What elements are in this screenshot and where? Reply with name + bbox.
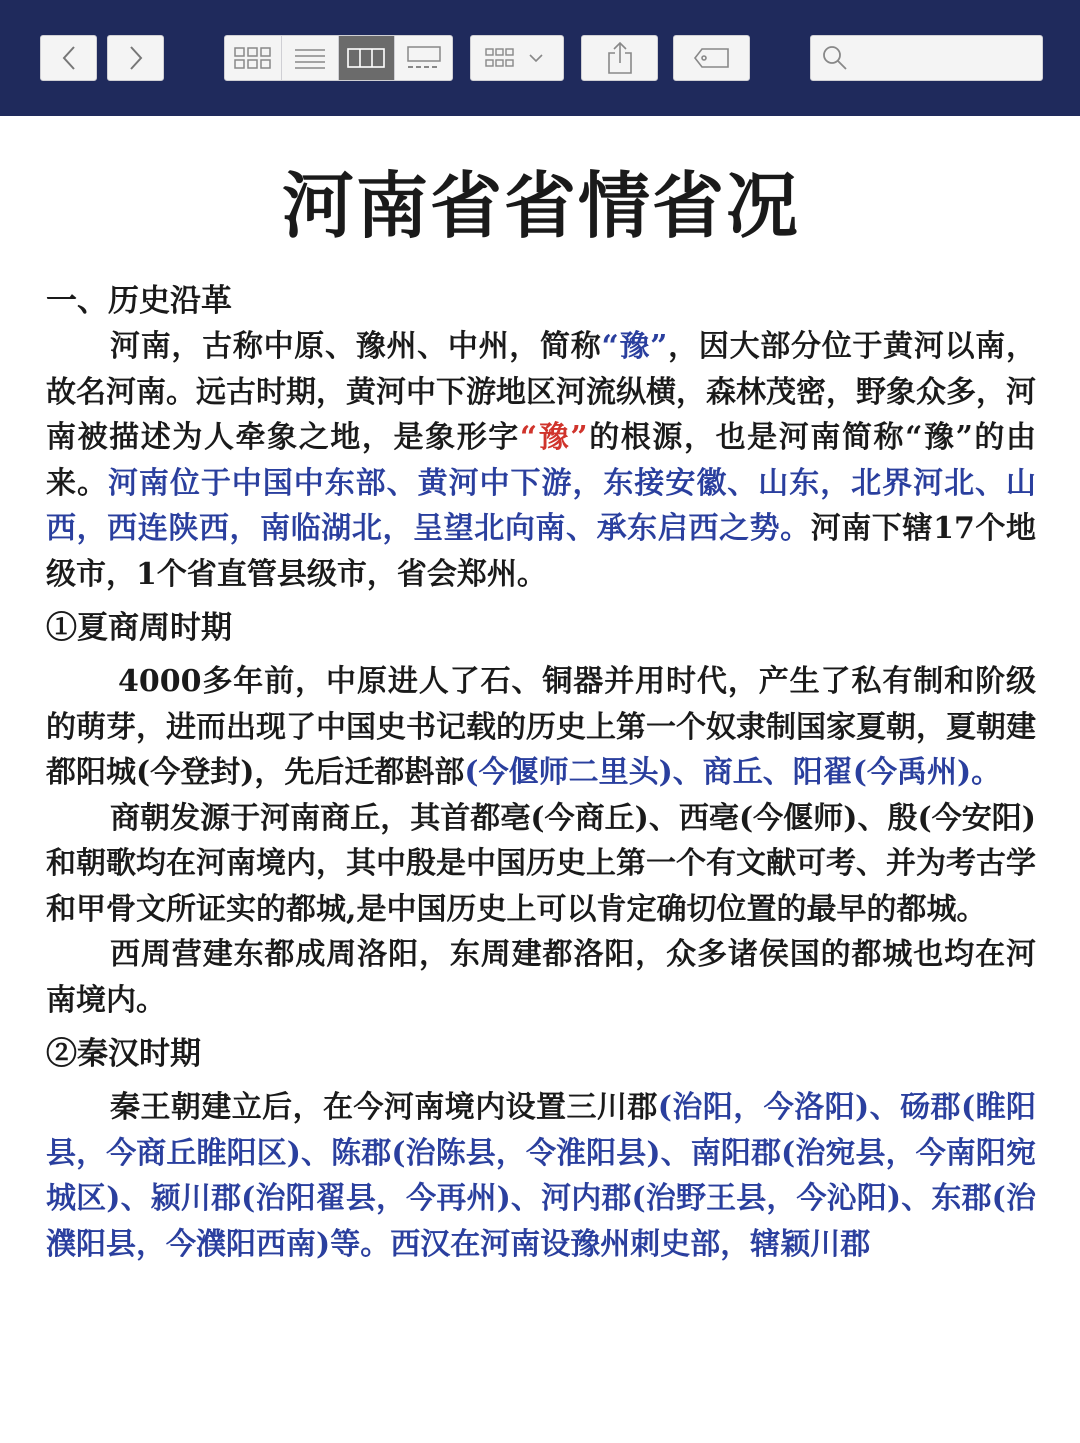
text-span: ，因大部分位于黄河以南，故名河南。远古时期，黄河中下游地区河流纵横，森林茂密，野象众多，河南被描述为人牵象之地，是象形字 [46,329,1037,455]
back-icon [59,44,79,72]
section-heading-history: 一、历史沿革 [46,283,232,319]
text-span: 的根源，也是河南简称“豫”的由来。 [46,420,1037,501]
subheading-qin-han: ②秦汉时期 [46,1036,201,1072]
paragraph-zhou: 西周营建东都成周洛阳，东周建都洛阳，众多诸侯国的都城也均在河南境内。 [46,937,1036,1018]
list-view-button[interactable] [282,36,339,80]
paragraph-qin [46,1085,1036,1267]
group-icon [482,45,552,71]
share-button[interactable] [581,35,658,81]
chevron-down-icon [530,55,542,61]
forward-icon [126,44,146,72]
view-mode-switcher [224,35,453,81]
gallery-view-icon [404,45,444,71]
text-span: 河南下辖17个地级市，1个省直管县级市，省会郑州。 [46,511,1036,592]
search-icon [821,44,849,72]
back-button[interactable] [40,35,97,81]
page-title: 河南省省情省况 [281,163,800,248]
highlight-red: “豫” [519,420,588,455]
paragraph-shang: 商朝发源于河南商丘，其首都亳(今商丘)、西亳(今偃师)、殷(今安阳)和朝歌均在河南境内，其中殷是中国历史上第一个有文献可考、并为考古学和甲骨文所证实的都城,是中国历史上可以肯定确切位置的最早的都城。 [46,800,1036,927]
paragraph-xia [46,659,1036,796]
grid-view-button[interactable] [225,36,282,80]
group-by-dropdown[interactable] [470,35,564,81]
column-view-icon [346,46,386,70]
tag-icon [692,46,732,70]
paragraph-intro [46,324,1036,597]
toolbar [0,0,1080,116]
column-view-button[interactable] [339,36,396,80]
highlight-blue: (治阳，今洛阳)、砀郡(睢阳县，今商丘睢阳区)、陈郡(治陈县，令淮阳县)、南阳郡(治宛县，今南阳宛城区)、颍川郡(治阳翟县，今再州)、河内郡(治野王县，今沁阳)、东郡(治濮阳县，今濮阳西南)等。西汉在河南设豫州刺史部，辖颖川郡 [46,1090,1037,1262]
highlight-blue: (今偃师二里头)、商丘、阳翟(今禹州)。 [464,755,1002,790]
search-input[interactable] [855,42,1039,74]
search-field[interactable] [810,35,1043,81]
forward-button[interactable] [107,35,164,81]
grid-view-icon [233,45,273,71]
list-view-icon [293,46,327,70]
tag-button[interactable] [673,35,750,81]
gallery-view-button[interactable] [395,36,452,80]
document-content [46,140,1036,1267]
text-span: 河南，古称中原、豫州、中州，简称 [110,329,602,364]
highlight-blue: 河南位于中国中东部、黄河中下游，东接安徽、山东，北界河北、山西，西连陕西，南临湖北，呈望北向南、承东启西之势。 [46,465,1037,546]
text-span: 4000多年前，中原进人了石、铜器并用时代，产生了私有制和阶级的萌芽，进而出现了中国史书记载的历史上第一个奴隶制国家夏朝，夏朝建都阳城(今登封)，先后迁都斟部 [46,664,1036,790]
highlight-blue: “豫” [601,329,668,364]
subheading-xia-shang-zhou: ①夏商周时期 [46,610,232,646]
text-span: 秦王朝建立后，在今河南境内设置三川郡 [110,1090,658,1125]
share-icon [605,41,635,75]
